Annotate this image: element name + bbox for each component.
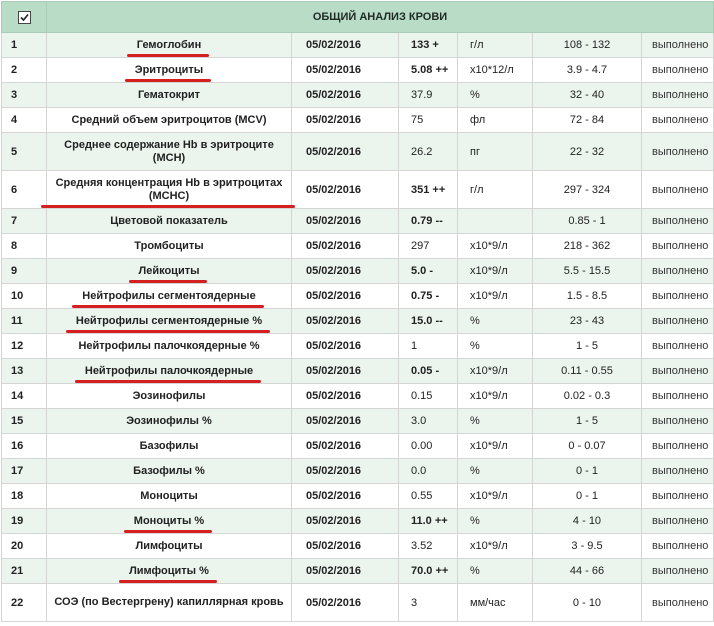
test-result: 297 <box>399 234 458 259</box>
test-name: Тромбоциты <box>134 239 204 252</box>
table-row[interactable] <box>2 334 714 359</box>
test-date: 05/02/2016 <box>292 234 399 259</box>
test-result: 3.52 <box>399 534 458 559</box>
test-unit: % <box>458 509 533 534</box>
table-row[interactable] <box>2 434 714 459</box>
test-name-cell <box>47 33 292 58</box>
test-unit: % <box>458 459 533 484</box>
row-number: 17 <box>2 459 47 484</box>
test-name-cell <box>47 459 292 484</box>
reference-range: 0 - 10 <box>533 584 642 622</box>
row-number: 5 <box>2 133 47 171</box>
status-text: выполнено <box>642 534 714 559</box>
test-unit: % <box>458 409 533 434</box>
test-date: 05/02/2016 <box>292 334 399 359</box>
reference-range: 22 - 32 <box>533 133 642 171</box>
test-unit: фл <box>458 108 533 133</box>
row-number: 1 <box>2 33 47 58</box>
row-number: 16 <box>2 434 47 459</box>
test-name: Нейтрофилы палочкоядерные <box>84 364 254 377</box>
reference-range: 218 - 362 <box>533 234 642 259</box>
reference-range: 108 - 132 <box>533 33 642 58</box>
table-row[interactable] <box>2 209 714 234</box>
test-name-cell <box>47 58 292 83</box>
row-number: 19 <box>2 509 47 534</box>
row-number: 9 <box>2 259 47 284</box>
test-result: 26.2 <box>399 133 458 171</box>
table-row[interactable] <box>2 384 714 409</box>
test-unit: x10*9/л <box>458 359 533 384</box>
test-result: 3.0 <box>399 409 458 434</box>
test-name: Эритроциты <box>134 63 204 76</box>
blood-test-table <box>1 1 714 622</box>
reference-range: 5.5 - 15.5 <box>533 259 642 284</box>
table-row[interactable] <box>2 171 714 209</box>
reference-range: 0 - 0.07 <box>533 434 642 459</box>
test-name-cell <box>47 509 292 534</box>
test-date: 05/02/2016 <box>292 384 399 409</box>
test-result: 0.75 - <box>399 284 458 309</box>
test-name: Базофилы <box>139 439 199 452</box>
test-name: Нейтрофилы сегментоядерные <box>82 289 256 302</box>
test-unit <box>458 209 533 234</box>
test-name-cell <box>47 209 292 234</box>
table-row[interactable] <box>2 284 714 309</box>
test-result: 0.0 <box>399 459 458 484</box>
status-text: выполнено <box>642 434 714 459</box>
table-row[interactable] <box>2 409 714 434</box>
test-date: 05/02/2016 <box>292 284 399 309</box>
test-result: 11.0 ++ <box>399 509 458 534</box>
table-row[interactable] <box>2 83 714 108</box>
test-date: 05/02/2016 <box>292 559 399 584</box>
test-date: 05/02/2016 <box>292 309 399 334</box>
test-name: Лейкоциты <box>138 264 200 277</box>
row-number: 6 <box>2 171 47 209</box>
table-row[interactable] <box>2 584 714 622</box>
reference-range: 1 - 5 <box>533 409 642 434</box>
test-name-cell <box>47 234 292 259</box>
test-name-cell <box>47 434 292 459</box>
table-row[interactable] <box>2 309 714 334</box>
row-number: 11 <box>2 309 47 334</box>
table-row[interactable] <box>2 259 714 284</box>
reference-range: 1.5 - 8.5 <box>533 284 642 309</box>
table-row[interactable] <box>2 133 714 171</box>
test-name-cell <box>47 83 292 108</box>
table-row[interactable] <box>2 559 714 584</box>
test-unit: % <box>458 83 533 108</box>
test-result: 1 <box>399 334 458 359</box>
test-name: Эозинофилы <box>132 389 206 402</box>
test-result: 3 <box>399 584 458 622</box>
test-result: 0.15 <box>399 384 458 409</box>
table-row[interactable] <box>2 359 714 384</box>
status-text: выполнено <box>642 559 714 584</box>
test-result: 0.05 - <box>399 359 458 384</box>
row-number: 2 <box>2 58 47 83</box>
test-unit: % <box>458 309 533 334</box>
row-number: 15 <box>2 409 47 434</box>
test-name: Нейтрофилы палочкоядерные % <box>78 339 260 352</box>
table-row[interactable] <box>2 234 714 259</box>
test-date: 05/02/2016 <box>292 209 399 234</box>
select-all-checkbox-cell[interactable] <box>2 2 47 33</box>
status-text: выполнено <box>642 234 714 259</box>
test-unit: x10*9/л <box>458 384 533 409</box>
test-name-cell <box>47 384 292 409</box>
test-date: 05/02/2016 <box>292 484 399 509</box>
reference-range: 32 - 40 <box>533 83 642 108</box>
test-name-cell <box>47 309 292 334</box>
test-name: Средняя концентрация Hb в эритроцитах (MCHC) <box>51 177 287 203</box>
test-name-cell <box>47 559 292 584</box>
row-number: 14 <box>2 384 47 409</box>
test-name-cell <box>47 133 292 171</box>
reference-range: 3.9 - 4.7 <box>533 58 642 83</box>
test-date: 05/02/2016 <box>292 58 399 83</box>
test-result: 0.79 -- <box>399 209 458 234</box>
test-name: СОЭ (по Вестергрену) капиллярная кровь <box>54 596 284 608</box>
test-name-cell <box>47 334 292 359</box>
status-text: выполнено <box>642 58 714 83</box>
test-date: 05/02/2016 <box>292 259 399 284</box>
status-text: выполнено <box>642 409 714 434</box>
row-number: 3 <box>2 83 47 108</box>
status-text: выполнено <box>642 209 714 234</box>
reference-range: 4 - 10 <box>533 509 642 534</box>
status-text: выполнено <box>642 108 714 133</box>
test-date: 05/02/2016 <box>292 584 399 622</box>
test-result: 5.0 - <box>399 259 458 284</box>
test-result: 70.0 ++ <box>399 559 458 584</box>
test-name-cell <box>47 484 292 509</box>
test-date: 05/02/2016 <box>292 434 399 459</box>
row-number: 18 <box>2 484 47 509</box>
test-unit: % <box>458 559 533 584</box>
test-name: Эозинофилы % <box>126 414 212 427</box>
test-name-cell <box>47 284 292 309</box>
status-text: выполнено <box>642 459 714 484</box>
table-header-row <box>2 2 714 33</box>
test-name: Цветовой показатель <box>110 214 228 227</box>
row-number: 4 <box>2 108 47 133</box>
reference-range: 72 - 84 <box>533 108 642 133</box>
test-date: 05/02/2016 <box>292 83 399 108</box>
status-text: выполнено <box>642 334 714 359</box>
test-unit: x10*9/л <box>458 484 533 509</box>
test-unit: x10*9/л <box>458 534 533 559</box>
test-unit: x10*9/л <box>458 434 533 459</box>
test-result: 37.9 <box>399 83 458 108</box>
test-date: 05/02/2016 <box>292 133 399 171</box>
row-number: 8 <box>2 234 47 259</box>
reference-range: 1 - 5 <box>533 334 642 359</box>
row-number: 21 <box>2 559 47 584</box>
test-name: Гематокрит <box>137 88 201 101</box>
test-result: 5.08 ++ <box>399 58 458 83</box>
table-row[interactable] <box>2 459 714 484</box>
table-row[interactable] <box>2 534 714 559</box>
reference-range: 0.11 - 0.55 <box>533 359 642 384</box>
test-date: 05/02/2016 <box>292 509 399 534</box>
test-result: 15.0 -- <box>399 309 458 334</box>
test-unit: г/л <box>458 33 533 58</box>
test-date: 05/02/2016 <box>292 359 399 384</box>
test-date: 05/02/2016 <box>292 171 399 209</box>
test-date: 05/02/2016 <box>292 33 399 58</box>
reference-range: 0.85 - 1 <box>533 209 642 234</box>
status-text: выполнено <box>642 359 714 384</box>
test-name: Моноциты % <box>133 514 205 527</box>
row-number: 10 <box>2 284 47 309</box>
table-title: ОБЩИЙ АНАЛИЗ КРОВИ <box>47 2 714 33</box>
test-unit: % <box>458 334 533 359</box>
test-name: Базофилы % <box>133 464 205 477</box>
test-unit: x10*9/л <box>458 234 533 259</box>
test-date: 05/02/2016 <box>292 459 399 484</box>
test-result: 351 ++ <box>399 171 458 209</box>
test-name: Гемоглобин <box>136 38 202 51</box>
test-name: Нейтрофилы сегментоядерные % <box>75 314 263 327</box>
status-text: выполнено <box>642 309 714 334</box>
test-unit: мм/час <box>458 584 533 622</box>
test-name: Средний объем эритроцитов (MCV) <box>71 113 267 126</box>
test-name: Среднее содержание Hb в эритроците (MCH) <box>64 138 274 164</box>
status-text: выполнено <box>642 584 714 622</box>
test-name-cell <box>47 584 292 622</box>
test-date: 05/02/2016 <box>292 108 399 133</box>
test-name-cell <box>47 171 292 209</box>
status-text: выполнено <box>642 484 714 509</box>
test-name-cell <box>47 108 292 133</box>
test-name-cell <box>47 534 292 559</box>
test-unit: x10*9/л <box>458 284 533 309</box>
reference-range: 0.02 - 0.3 <box>533 384 642 409</box>
test-result: 75 <box>399 108 458 133</box>
test-name: Лимфоциты % <box>129 564 209 577</box>
test-name-cell <box>47 409 292 434</box>
status-text: выполнено <box>642 133 714 171</box>
table-row[interactable] <box>2 509 714 534</box>
test-name: Лимфоциты <box>135 539 203 552</box>
status-text: выполнено <box>642 259 714 284</box>
table-row[interactable] <box>2 108 714 133</box>
status-text: выполнено <box>642 83 714 108</box>
reference-range: 0 - 1 <box>533 484 642 509</box>
test-unit: x10*12/л <box>458 58 533 83</box>
row-number: 20 <box>2 534 47 559</box>
status-text: выполнено <box>642 384 714 409</box>
test-name-cell <box>47 359 292 384</box>
table-row[interactable] <box>2 484 714 509</box>
test-name: Моноциты <box>140 489 198 502</box>
test-date: 05/02/2016 <box>292 534 399 559</box>
reference-range: 23 - 43 <box>533 309 642 334</box>
test-unit: x10*9/л <box>458 259 533 284</box>
table-row[interactable] <box>2 58 714 83</box>
row-number: 12 <box>2 334 47 359</box>
test-name-cell <box>47 259 292 284</box>
reference-range: 44 - 66 <box>533 559 642 584</box>
row-number: 7 <box>2 209 47 234</box>
table-row[interactable] <box>2 33 714 58</box>
test-result: 0.00 <box>399 434 458 459</box>
test-unit: пг <box>458 133 533 171</box>
status-text: выполнено <box>642 33 714 58</box>
reference-range: 0 - 1 <box>533 459 642 484</box>
status-text: выполнено <box>642 509 714 534</box>
row-number: 13 <box>2 359 47 384</box>
select-all-checkbox[interactable] <box>18 11 31 24</box>
checkmark-icon <box>19 12 30 23</box>
test-result: 0.55 <box>399 484 458 509</box>
test-result: 133 + <box>399 33 458 58</box>
reference-range: 297 - 324 <box>533 171 642 209</box>
row-number: 22 <box>2 584 47 622</box>
reference-range: 3 - 9.5 <box>533 534 642 559</box>
test-date: 05/02/2016 <box>292 409 399 434</box>
status-text: выполнено <box>642 284 714 309</box>
status-text: выполнено <box>642 171 714 209</box>
test-unit: г/л <box>458 171 533 209</box>
